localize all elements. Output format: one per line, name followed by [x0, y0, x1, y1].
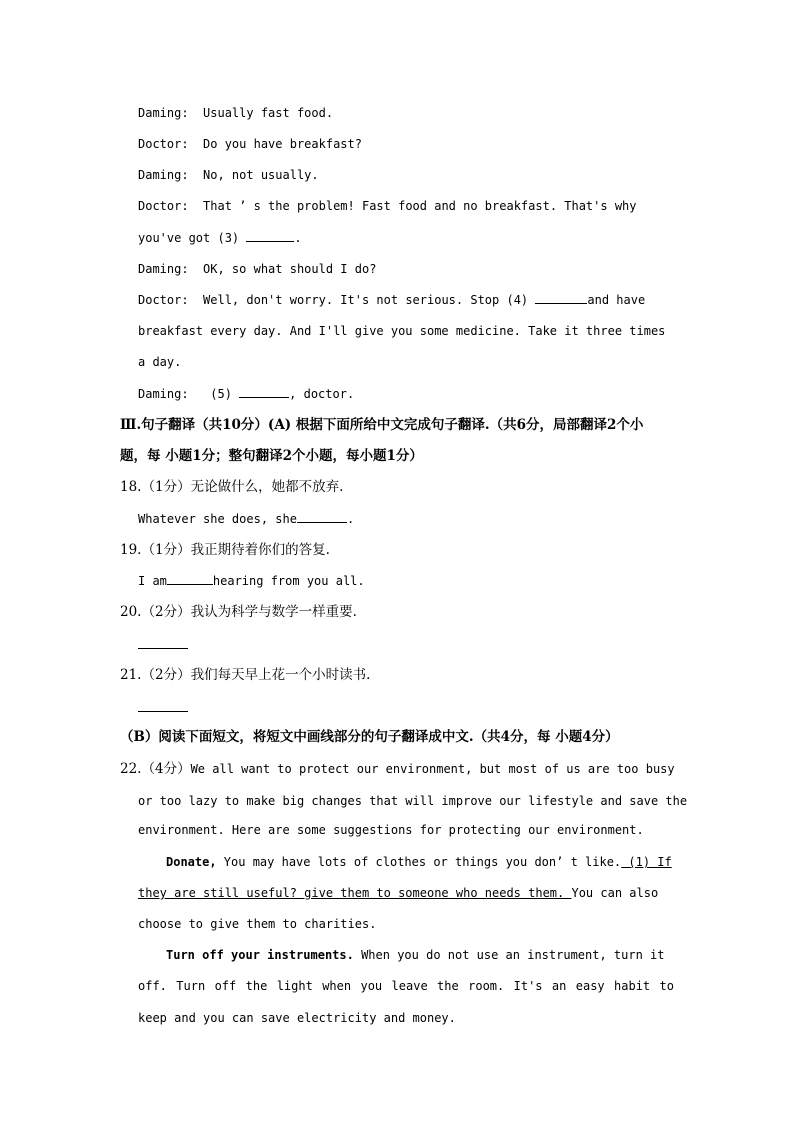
- section-b-heading: （B）阅读下面短文，将短文中画线部分的句子翻译成中文.（共4分，每 小题4分）: [120, 729, 619, 745]
- answer-blank-21[interactable]: [138, 699, 188, 712]
- dialogue-text: (5): [203, 387, 240, 401]
- dialogue-text: , doctor.: [289, 387, 355, 401]
- speaker: Daming:: [138, 262, 189, 276]
- passage-text: We all want to protect our environment, but most of us are too busy: [190, 762, 675, 776]
- passage-line-3: environment. Here are some suggestions for protecting our environment.: [138, 823, 644, 837]
- passage-text: You can also: [571, 886, 659, 900]
- dialogue-line-9: [138, 353, 181, 371]
- answer-suffix: .: [346, 512, 355, 526]
- dialogue-line-5: you've got (3) .: [138, 231, 302, 245]
- question-22: [120, 760, 674, 778]
- answer-line-21: [138, 699, 188, 717]
- speaker: Doctor:: [138, 293, 189, 307]
- dialogue-text: OK, so what should I do?: [203, 262, 377, 276]
- keyword-bold: Donate,: [166, 855, 217, 869]
- dialogue-line-3: [138, 166, 319, 184]
- speaker: Doctor:: [138, 137, 189, 151]
- dialogue-text: That ’ s the problem! Fast food and no breakfast. That's why: [203, 199, 637, 213]
- dialogue-text: Usually fast food.: [203, 106, 334, 120]
- question-chinese: 无论做什么，她都不放弃.: [190, 479, 344, 495]
- dialogue-line-6: [138, 260, 376, 278]
- question-18: [120, 478, 343, 496]
- question-number: 18.: [120, 479, 142, 495]
- answer-blank-5[interactable]: [239, 385, 289, 398]
- passage-line-8: off. Turn off the light when you leave the room. It's an easy habit to: [138, 979, 674, 993]
- dialogue-text: Well, don't worry. It's not serious. Stop (4): [203, 293, 536, 307]
- speaker: Daming:: [138, 168, 189, 182]
- dialogue-line-10: [138, 385, 354, 403]
- dialogue-text: and have: [587, 293, 646, 307]
- underlined-sentence: they are still useful? give them to someone who needs them.: [138, 886, 572, 900]
- question-number: 22.: [120, 761, 142, 777]
- dialogue-line-1: [138, 104, 333, 122]
- keyword-bold: Turn off your instruments.: [166, 948, 354, 962]
- answer-line-19: [138, 572, 365, 590]
- answer-prefix: I am: [138, 574, 167, 588]
- speaker: Daming:: [138, 387, 189, 401]
- answer-line-18: [138, 510, 354, 528]
- question-number: 21.: [120, 667, 142, 683]
- answer-blank-19[interactable]: [167, 572, 213, 585]
- passage-paragraph-donate: [166, 853, 674, 871]
- answer-blank-18[interactable]: [297, 510, 347, 523]
- answer-line-20: [138, 636, 188, 654]
- speaker: Daming:: [138, 106, 189, 120]
- passage-line-9: keep and you can save electricity and money.: [138, 1011, 456, 1025]
- question-points: （1分）: [141, 542, 191, 558]
- passage-text: You may have lots of clothes or things you don’ t like.: [216, 855, 622, 869]
- dialogue-text: you've got (3): [138, 231, 247, 245]
- speaker: Doctor:: [138, 199, 189, 213]
- dialogue-line-7: [138, 291, 645, 309]
- answer-suffix: hearing from you all.: [212, 574, 365, 588]
- question-points: （2分）: [141, 667, 191, 683]
- dialogue-text: a day.: [138, 355, 182, 369]
- question-points: （1分）: [141, 479, 191, 495]
- question-chinese: 我正期待着你们的答复.: [190, 542, 330, 558]
- passage-paragraph-turn-off: [166, 946, 674, 964]
- answer-prefix: Whatever she does, she: [138, 512, 297, 526]
- question-points: （2分）: [141, 604, 191, 620]
- section-3-heading-cont: 题，每 小题1分；整句翻译2个小题，每小题1分）: [120, 448, 423, 464]
- passage-line-6: choose to give them to charities.: [138, 917, 377, 931]
- question-20: [120, 603, 357, 621]
- passage-line-2: or too lazy to make big changes that will improve our lifestyle and save the: [138, 794, 688, 808]
- dialogue-line-4: [138, 197, 637, 215]
- answer-blank-20[interactable]: [138, 636, 188, 649]
- section-3-heading: Ⅲ.句子翻译（共10分）(A) 根据下面所给中文完成句子翻译.（共6分，局部翻译2个小: [120, 417, 644, 433]
- answer-blank-3[interactable]: [246, 229, 294, 242]
- question-21: [120, 666, 370, 684]
- question-number: 20.: [120, 604, 142, 620]
- underlined-sentence: (1) If: [621, 855, 672, 869]
- dialogue-line-2: [138, 135, 362, 153]
- question-chinese: 我们每天早上花一个小时读书.: [190, 667, 371, 683]
- answer-blank-4[interactable]: [535, 291, 587, 304]
- question-points: （4分）: [141, 761, 191, 777]
- question-chinese: 我认为科学与数学一样重要.: [190, 604, 357, 620]
- dialogue-line-8: [138, 322, 665, 340]
- dialogue-text: breakfast every day. And I'll give you some medicine. Take it three times: [138, 324, 666, 338]
- passage-text: When you do not use an instrument, turn it: [353, 948, 665, 962]
- dialogue-text: No, not usually.: [203, 168, 319, 182]
- passage-line-5: [138, 884, 674, 902]
- question-number: 19.: [120, 542, 142, 558]
- question-19: [120, 541, 330, 559]
- dialogue-text: Do you have breakfast?: [203, 137, 362, 151]
